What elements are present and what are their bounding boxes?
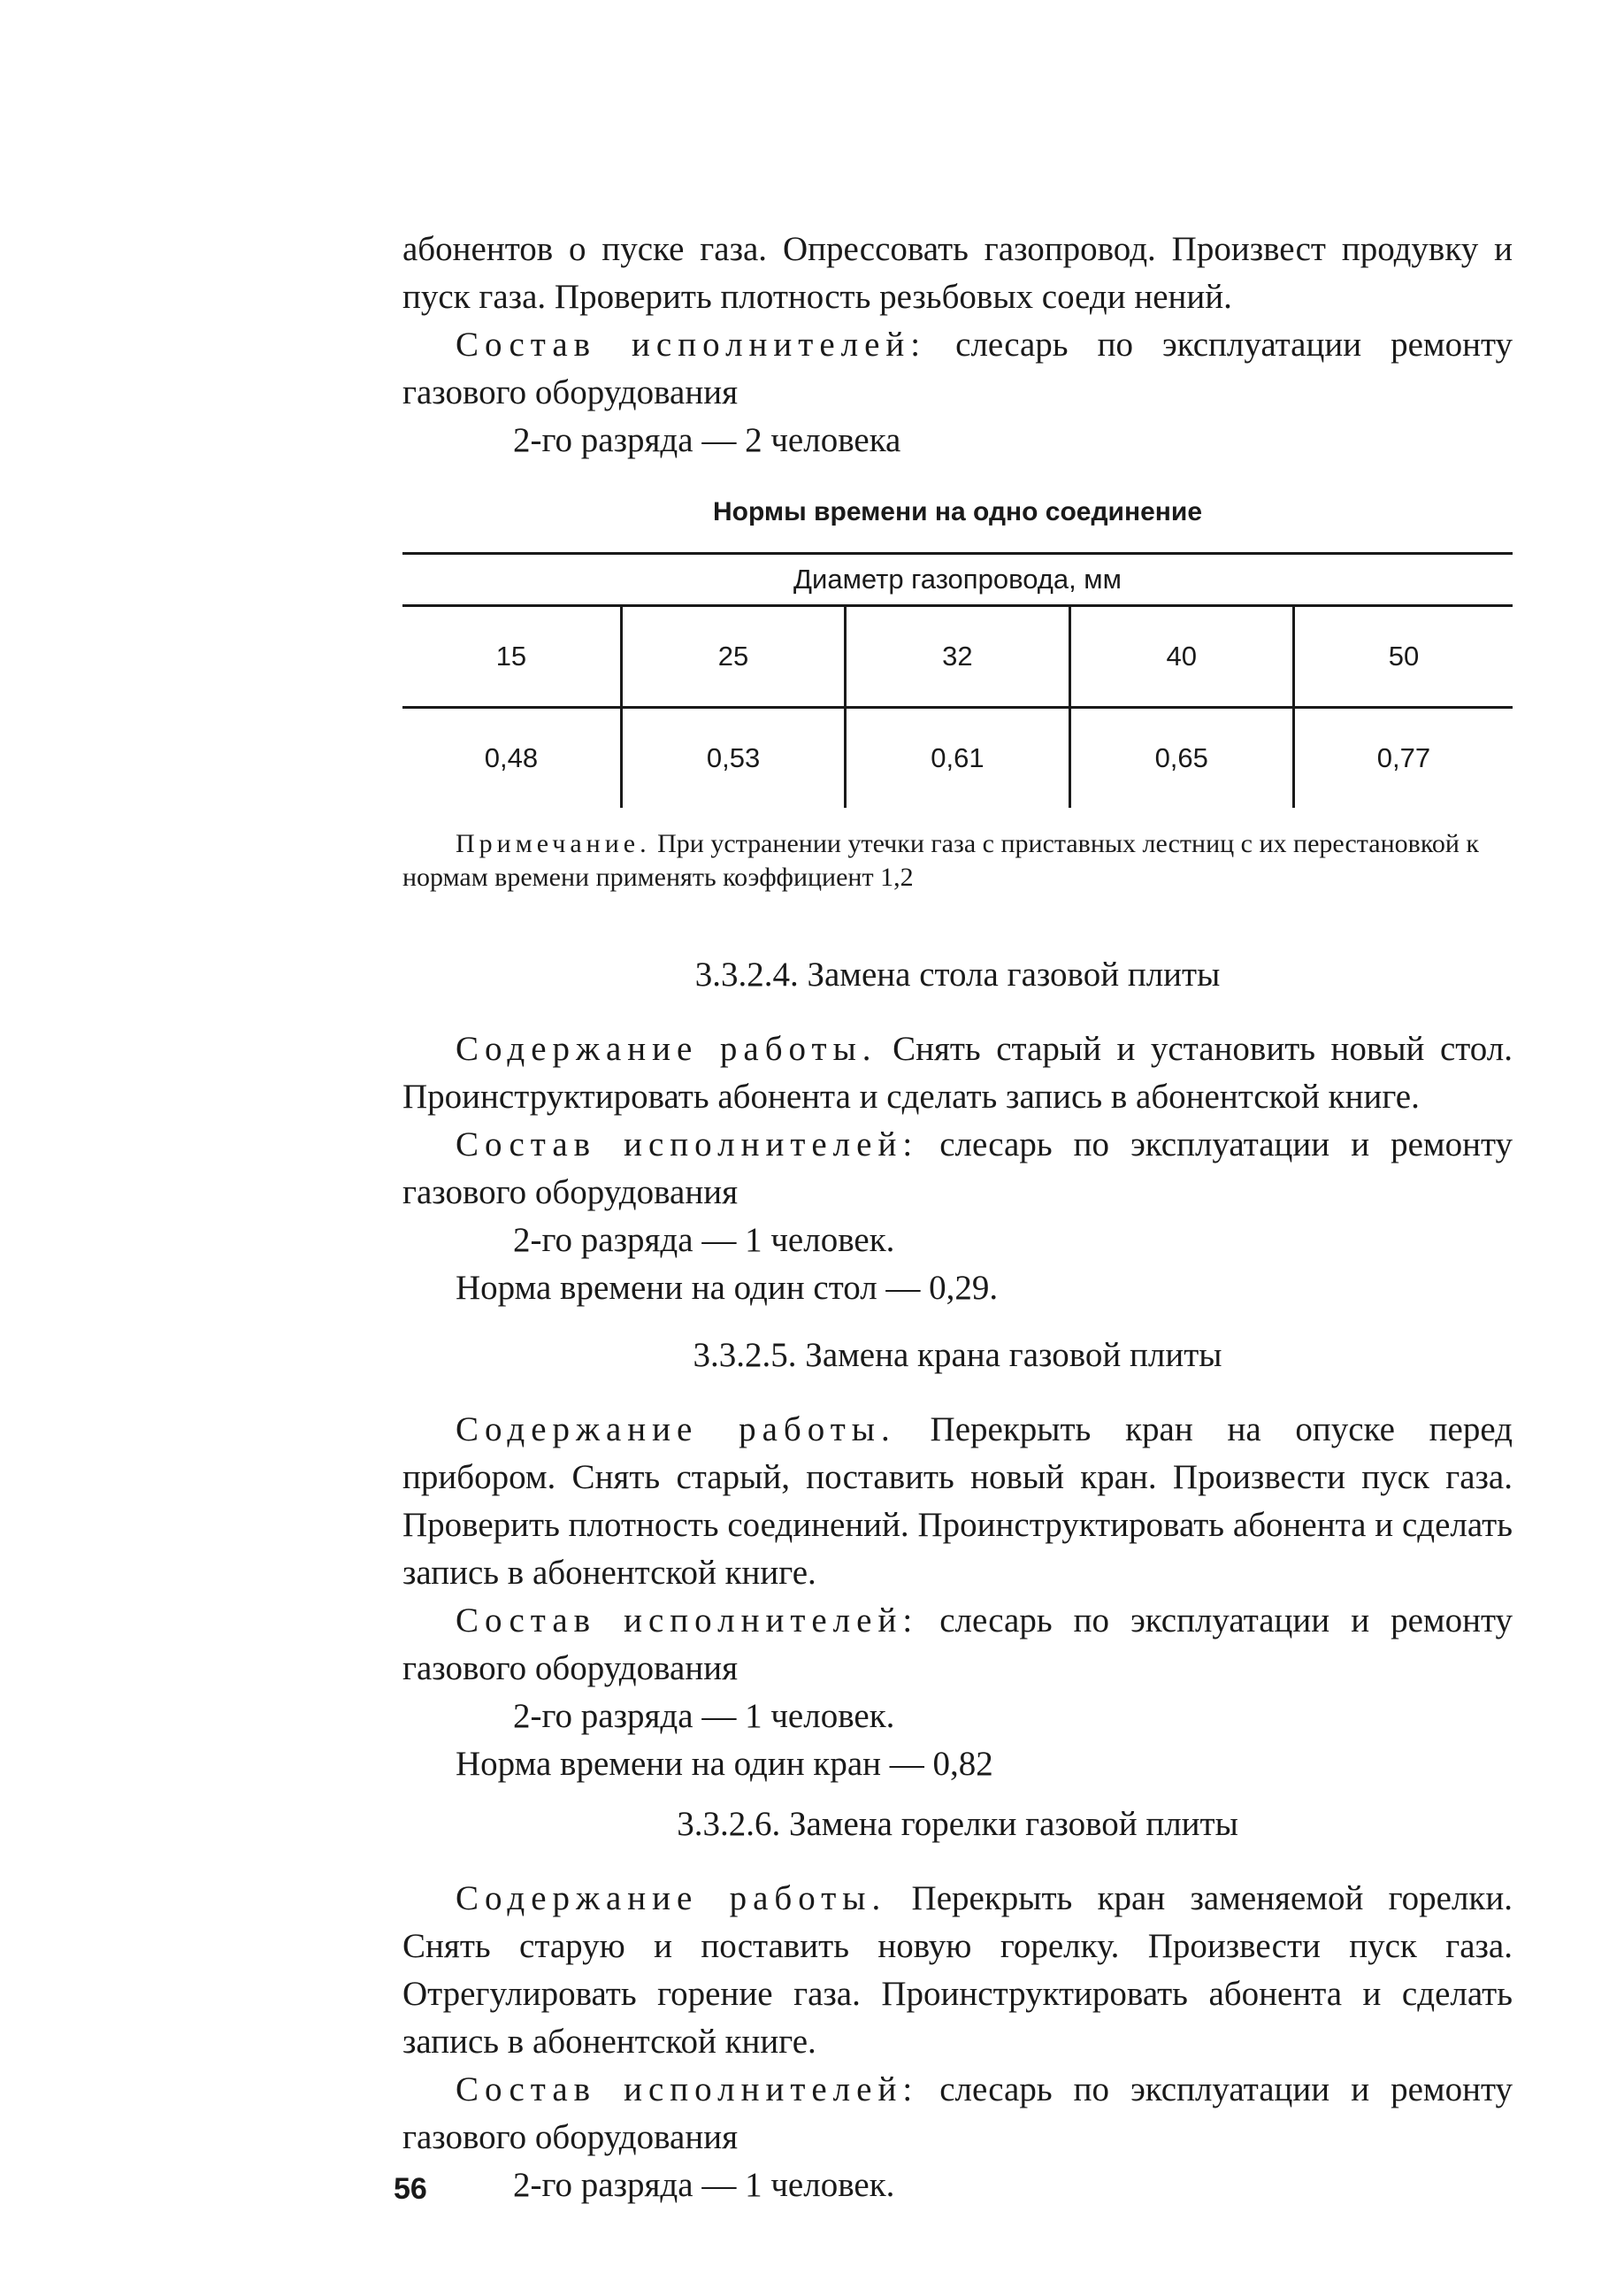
section-staff <box>402 1597 1513 1693</box>
staff-text: слесарь по эксплуатации и ремонту газового оборудования <box>402 1125 1513 1211</box>
section-heading: 3.3.2.5. Замена крана газовой плиты <box>693 1336 1222 1374</box>
section-staff <box>402 1121 1513 1217</box>
table-note <box>402 827 1513 895</box>
intro-staff <box>402 321 1513 417</box>
content-label: Содержание работы. <box>456 1410 896 1448</box>
value-cell: 0,53 <box>621 708 845 809</box>
value-cell: 0,77 <box>1293 708 1513 809</box>
section-3-3-2-4 <box>402 951 1513 1312</box>
section-heading: 3.3.2.4. Замена стола газовой плиты <box>694 956 1221 994</box>
norms-table <box>402 552 1513 808</box>
section-staff <box>402 2066 1513 2162</box>
staff-text: слесарь по эксплуатации и ремонту газового оборудования <box>402 2070 1513 2156</box>
staff-label: Состав исполнителей: <box>456 2070 919 2108</box>
content-text: Перекрыть кран заменяемой горелки. Снять старую и поставить новую горелку. Произвести пуск газа. Отрегулировать горение газа. Проинструктировать абонента и сделать запись в абонентской книге. <box>402 1879 1513 2061</box>
diameter-cell: 40 <box>1069 606 1293 708</box>
section-heading: 3.3.2.6. Замена горелки газовой плиты <box>677 1805 1238 1843</box>
staff-text: слесарь по эксплуатации и ремонту газового оборудования <box>402 1601 1513 1687</box>
staff-text: слесарь по эксплуатации ремонту газового оборудования <box>402 326 1513 411</box>
value-cell: 0,65 <box>1069 708 1293 809</box>
intro-block <box>402 226 1513 465</box>
staff-label: Состав исполнителей: <box>456 1601 919 1639</box>
section-3-3-2-5 <box>402 1332 1513 1788</box>
section-content <box>402 1406 1513 1597</box>
diameter-cell: 32 <box>846 606 1069 708</box>
staff-label: Состав исполнителей: <box>456 1125 919 1163</box>
content-label: Содержание работы. <box>456 1030 877 1068</box>
section-grade: 2-го разряда — 1 человек. <box>513 1221 895 1259</box>
note-text: При устранении утечки газа с приставных лестниц с их перестановкой к нормам времени применять коэффициент 1,2 <box>402 829 1479 892</box>
table-row-values <box>402 708 1513 809</box>
section-content <box>402 1875 1513 2066</box>
page-number: 56 <box>394 2172 427 2206</box>
diameter-cell: 15 <box>495 641 527 672</box>
section-norm: Норма времени на один стол — 0,29. <box>456 1269 999 1307</box>
content-text: Снять старый и установить новый стол. Проинструктировать абонента и сделать запись в абонентской книге. <box>402 1030 1513 1116</box>
section-norm: Норма времени на один кран — 0,82 <box>456 1745 993 1783</box>
staff-label: Состав исполнителей: <box>456 326 927 364</box>
note-label: Примечание. <box>456 829 651 858</box>
section-3-3-2-6 <box>402 1801 1513 2209</box>
intro-paragraph: абонентов о пуске газа. Опрессовать газопровод. Произвест продувку и пуск газа. Проверить плотность резьбовых соеди нений. <box>402 230 1513 316</box>
content-text: Перекрыть кран на опуске перед прибором. Снять старый, поставить новый кран. Произвести пуск газа. Проверить плотность соединений. Проинструктировать абонента и сделать запись в абонентской книге. <box>402 1410 1513 1592</box>
table-row-diameters <box>402 606 1513 708</box>
table-title: Нормы времени на одно соединение <box>712 497 1203 526</box>
intro-grade: 2-го разряда — 2 человека <box>513 421 901 459</box>
table-header-row <box>402 554 1513 606</box>
section-grade: 2-го разряда — 1 человек. <box>513 2166 895 2204</box>
section-grade: 2-го разряда — 1 человек. <box>513 1697 895 1735</box>
content-label: Содержание работы. <box>456 1879 887 1917</box>
diameter-cell: 50 <box>1293 606 1513 708</box>
diameter-cell: 25 <box>621 606 845 708</box>
value-cell: 0,61 <box>846 708 1069 809</box>
section-content <box>402 1025 1513 1121</box>
table-header: Диаметр газопровода, мм <box>402 554 1513 606</box>
value-cell: 0,48 <box>402 708 621 809</box>
